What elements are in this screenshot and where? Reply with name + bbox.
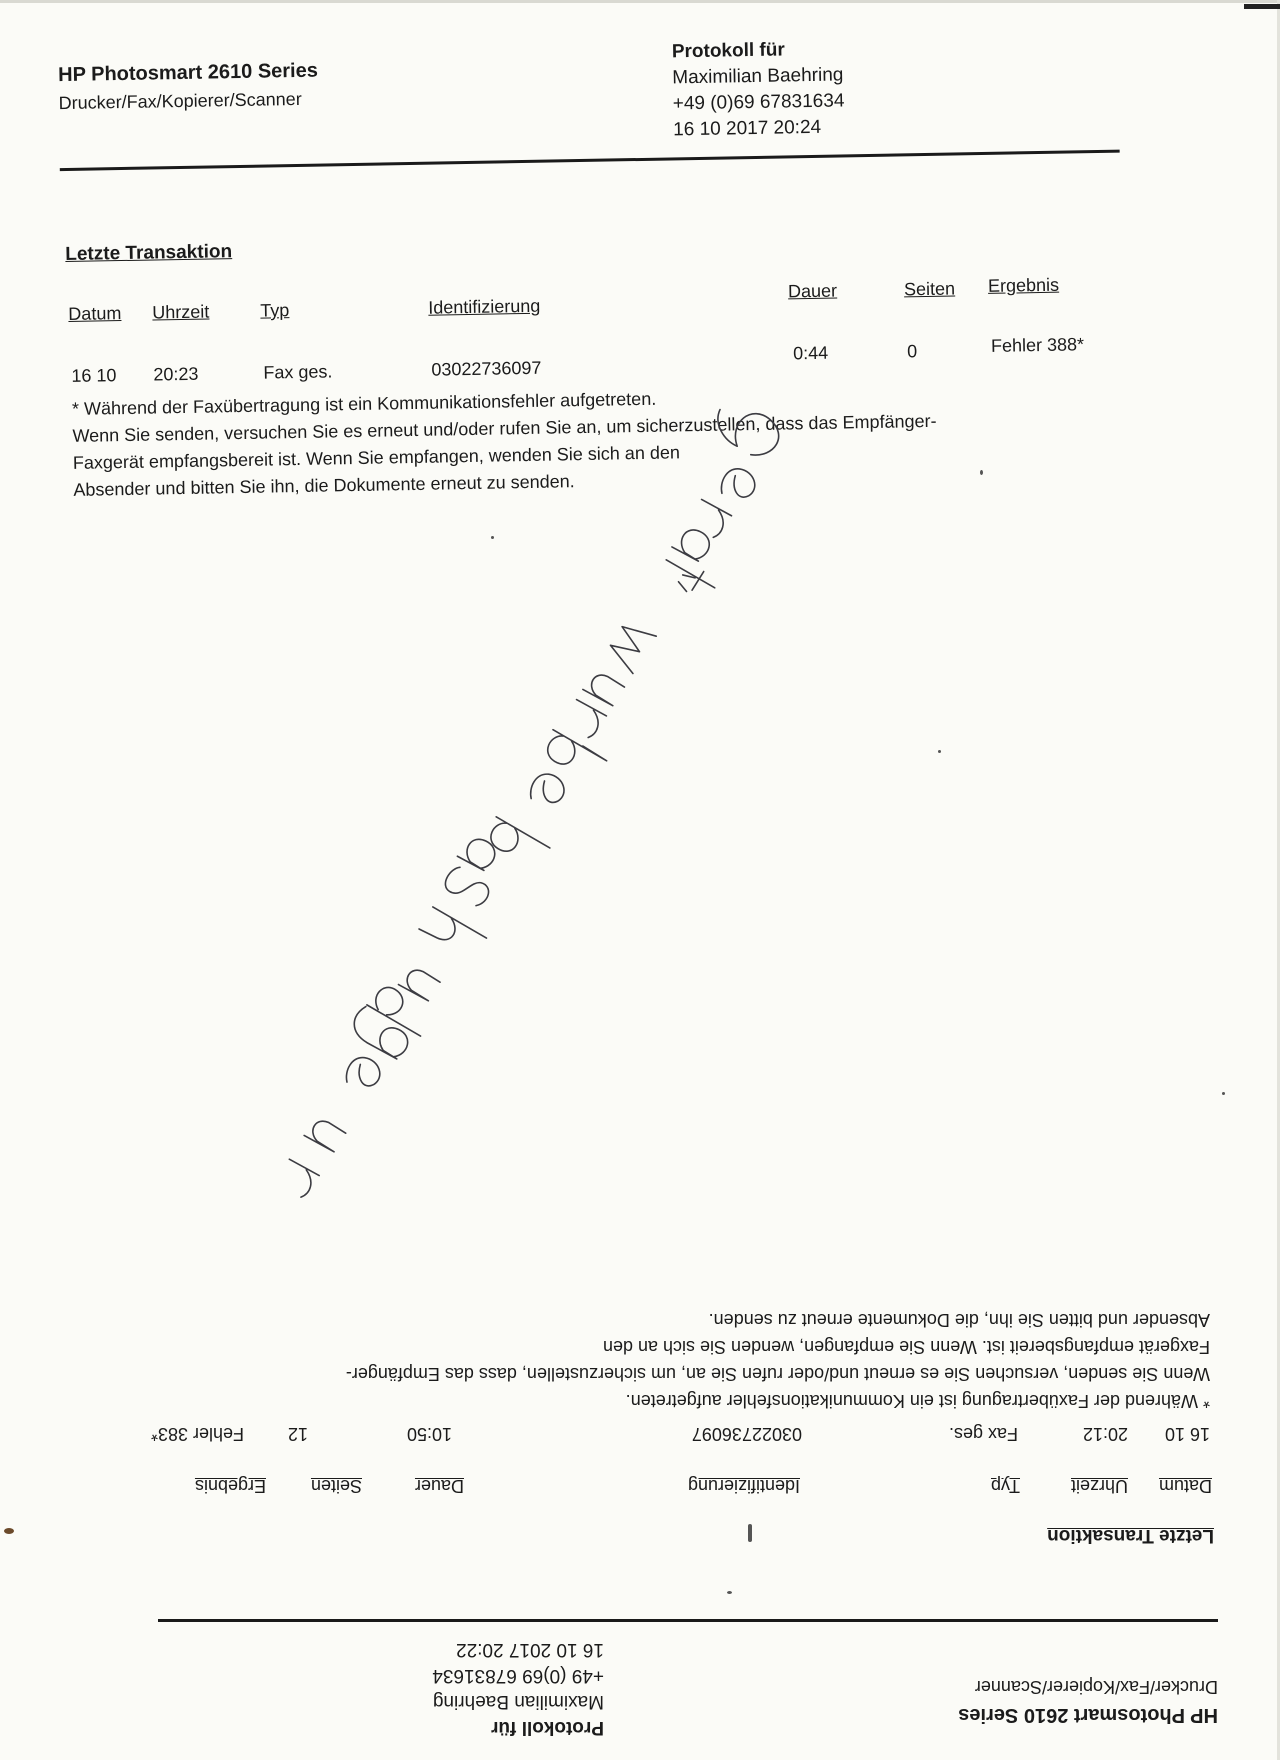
handwriting-stroke bbox=[416, 864, 511, 962]
header-rule bbox=[158, 1619, 1218, 1622]
protocol-phone: +49 (0)69 67831634 bbox=[432, 1665, 604, 1686]
error-note-line: * Während der Faxübertragung ist ein Kommunikationsfehler aufgetreten. bbox=[625, 1391, 1210, 1411]
section-title: Letzte Transaktion bbox=[65, 241, 233, 266]
scan-speck bbox=[491, 536, 494, 539]
row-result: Fehler 388* bbox=[990, 334, 1085, 356]
device-description: Drucker/Fax/Kopierer/Scanner bbox=[974, 1677, 1218, 1697]
scan-speck bbox=[980, 470, 983, 475]
handwriting-stroke bbox=[526, 768, 570, 812]
error-note bbox=[72, 377, 1184, 504]
row-type: Fax ges. bbox=[948, 1424, 1018, 1444]
protocol-title: Protokoll für bbox=[491, 1717, 604, 1738]
row-date: 16 10 bbox=[1164, 1424, 1210, 1444]
scan-speck bbox=[1222, 1092, 1225, 1095]
handwriting-stroke bbox=[457, 809, 549, 896]
column-header-date: Datum bbox=[1158, 1476, 1212, 1496]
protocol-block bbox=[432, 1636, 604, 1740]
fax-report-top bbox=[0, 19, 1280, 561]
column-header-pages: Seiten bbox=[903, 278, 956, 300]
row-duration: 0:44 bbox=[792, 342, 829, 364]
error-note-line: Faxgerät empfangsbereit ist. Wenn Sie empfangen, wenden Sie sich an den bbox=[72, 442, 681, 473]
scan-speck bbox=[748, 1524, 752, 1542]
device-name: HP Photosmart 2610 Series bbox=[958, 1704, 1218, 1726]
protocol-datetime: 16 10 2017 20:24 bbox=[673, 116, 822, 141]
column-header-date: Datum bbox=[68, 303, 122, 324]
protocol-name: Maximilian Baehring bbox=[672, 64, 844, 89]
device-name: HP Photosmart 2610 Series bbox=[57, 59, 319, 87]
handwriting-stroke bbox=[324, 1005, 414, 1099]
device-block bbox=[958, 1676, 1218, 1726]
handwriting-stroke bbox=[276, 1115, 346, 1199]
error-note-line: Wenn Sie senden, versuchen Sie es erneut und/oder rufen Sie an, um sicherzustellen, dass das Empfänger- bbox=[345, 1364, 1210, 1384]
protocol-datetime: 16 10 2017 20:22 bbox=[456, 1639, 604, 1660]
error-note-line: Absender und bitten Sie ihn, die Dokumente erneut zu senden. bbox=[73, 471, 575, 500]
protocol-title: Protokoll für bbox=[671, 39, 785, 63]
error-note-line: * Während der Faxübertragung ist ein Kommunikationsfehler aufgetreten. bbox=[71, 388, 657, 419]
protocol-name: Maximilian Baehring bbox=[432, 1691, 604, 1712]
row-time: 20:12 bbox=[1082, 1424, 1128, 1444]
row-id: 03022736097 bbox=[431, 357, 542, 380]
device-description: Drucker/Fax/Kopierer/Scanner bbox=[58, 88, 302, 114]
column-header-result: Ergebnis bbox=[987, 274, 1060, 296]
error-note-line: Wenn Sie senden, versuchen Sie es erneut und/oder rufen Sie an, um sicherzustellen, dass das Empfänger- bbox=[72, 410, 937, 446]
row-result: Fehler 383* bbox=[150, 1424, 244, 1444]
error-note-line: Faxgerät empfangsbereit ist. Wenn Sie empfangen, wenden Sie sich an den bbox=[602, 1337, 1210, 1357]
corner-mark bbox=[1244, 4, 1280, 9]
device-block bbox=[58, 60, 319, 115]
scan-speck bbox=[4, 1528, 14, 1534]
fax-report-bottom bbox=[0, 1230, 1280, 1750]
handwriting-stroke bbox=[658, 551, 719, 603]
section-title: Letzte Transaktion bbox=[1047, 1525, 1214, 1546]
handwriting-stroke bbox=[583, 618, 656, 707]
column-header-time: Uhrzeit bbox=[1070, 1476, 1128, 1496]
row-id: 03022736097 bbox=[691, 1424, 802, 1444]
row-time: 20:23 bbox=[153, 363, 199, 385]
page-edge bbox=[0, 0, 1280, 3]
header-rule bbox=[60, 150, 1120, 171]
scan-speck bbox=[938, 750, 941, 753]
column-header-type: Typ bbox=[260, 300, 290, 321]
column-header-result: Ergebnis bbox=[194, 1476, 266, 1496]
column-header-id: Identifizierung bbox=[687, 1476, 800, 1496]
scan-speck bbox=[727, 1591, 732, 1594]
row-pages: 0 bbox=[906, 341, 918, 362]
column-header-type: Typ bbox=[990, 1476, 1020, 1496]
column-header-duration: Dauer bbox=[414, 1476, 464, 1496]
row-type: Fax ges. bbox=[263, 361, 333, 383]
column-header-pages: Seiten bbox=[310, 1476, 362, 1496]
error-note-line: Absender und bitten Sie ihn, die Dokumente erneut zu senden. bbox=[708, 1310, 1210, 1330]
row-duration: 10:50 bbox=[406, 1424, 452, 1444]
handwriting-stroke bbox=[539, 696, 627, 785]
handwriting-stroke bbox=[367, 956, 450, 1038]
protocol-phone: +49 (0)69 67831634 bbox=[672, 90, 845, 115]
protocol-block bbox=[672, 36, 845, 143]
row-date: 16 10 bbox=[71, 365, 117, 386]
error-note bbox=[100, 1306, 1210, 1414]
column-header-time: Uhrzeit bbox=[152, 301, 210, 323]
column-header-duration: Dauer bbox=[787, 280, 838, 302]
column-header-id: Identifizierung bbox=[428, 295, 541, 318]
row-pages: 12 bbox=[287, 1424, 308, 1444]
